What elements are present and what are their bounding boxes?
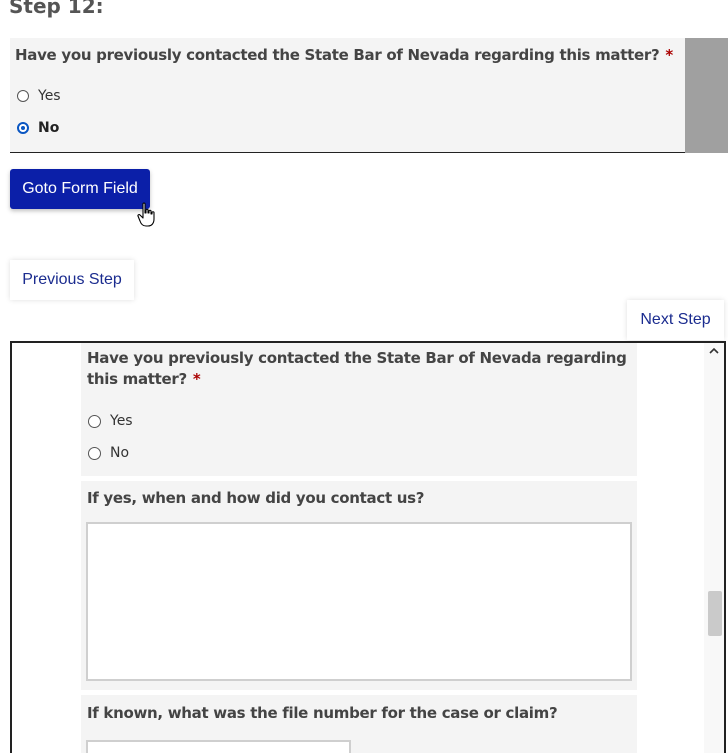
preview-q1-line2: this matter? (87, 370, 187, 388)
question-label (15, 46, 673, 64)
question-card (10, 38, 685, 153)
form-preview-content (12, 343, 706, 753)
preview-radio-no-label: No (110, 445, 130, 461)
contact-details-textarea[interactable] (86, 522, 632, 681)
highlight-bar (685, 38, 728, 153)
preview-q3-label: If known, what was the file number for the case or claim? (87, 704, 558, 722)
hand-cursor-icon (137, 202, 157, 228)
preview-required-marker: * (192, 370, 201, 388)
preview-question-contacted (81, 343, 637, 476)
preview-q1-label (87, 348, 627, 390)
radio-yes-label: Yes (38, 88, 61, 104)
radio-no-selected[interactable] (17, 122, 29, 134)
radio-no-label: No (38, 120, 60, 136)
preview-question-file-number (81, 695, 637, 753)
preview-radio-no[interactable] (88, 447, 101, 460)
form-preview-frame (10, 341, 726, 753)
preview-radio-option-yes[interactable] (88, 413, 133, 429)
radio-option-yes[interactable] (17, 88, 61, 104)
radio-yes[interactable] (17, 90, 29, 102)
radio-option-no[interactable] (17, 120, 59, 136)
previous-step-button[interactable]: Previous Step (10, 260, 134, 300)
scroll-up-arrow-icon[interactable] (709, 345, 719, 357)
step-title: Step 12: (9, 0, 104, 18)
goto-form-field-button[interactable]: Goto Form Field (10, 169, 150, 209)
preview-scrollbar[interactable] (704, 343, 724, 753)
preview-q1-line1: Have you previously contacted the State Bar of Nevada regarding (87, 349, 627, 367)
required-marker: * (665, 46, 673, 64)
scroll-thumb[interactable] (708, 591, 722, 636)
preview-q2-label: If yes, when and how did you contact us? (87, 489, 425, 507)
preview-radio-yes-label: Yes (110, 413, 133, 429)
preview-radio-option-no[interactable] (88, 445, 129, 461)
preview-question-contact-details (81, 481, 637, 690)
preview-radio-yes[interactable] (88, 415, 101, 428)
next-step-button[interactable]: Next Step (627, 300, 724, 340)
file-number-input[interactable] (86, 740, 351, 753)
question-text: Have you previously contacted the State Bar of Nevada regarding this matter? (15, 46, 660, 64)
